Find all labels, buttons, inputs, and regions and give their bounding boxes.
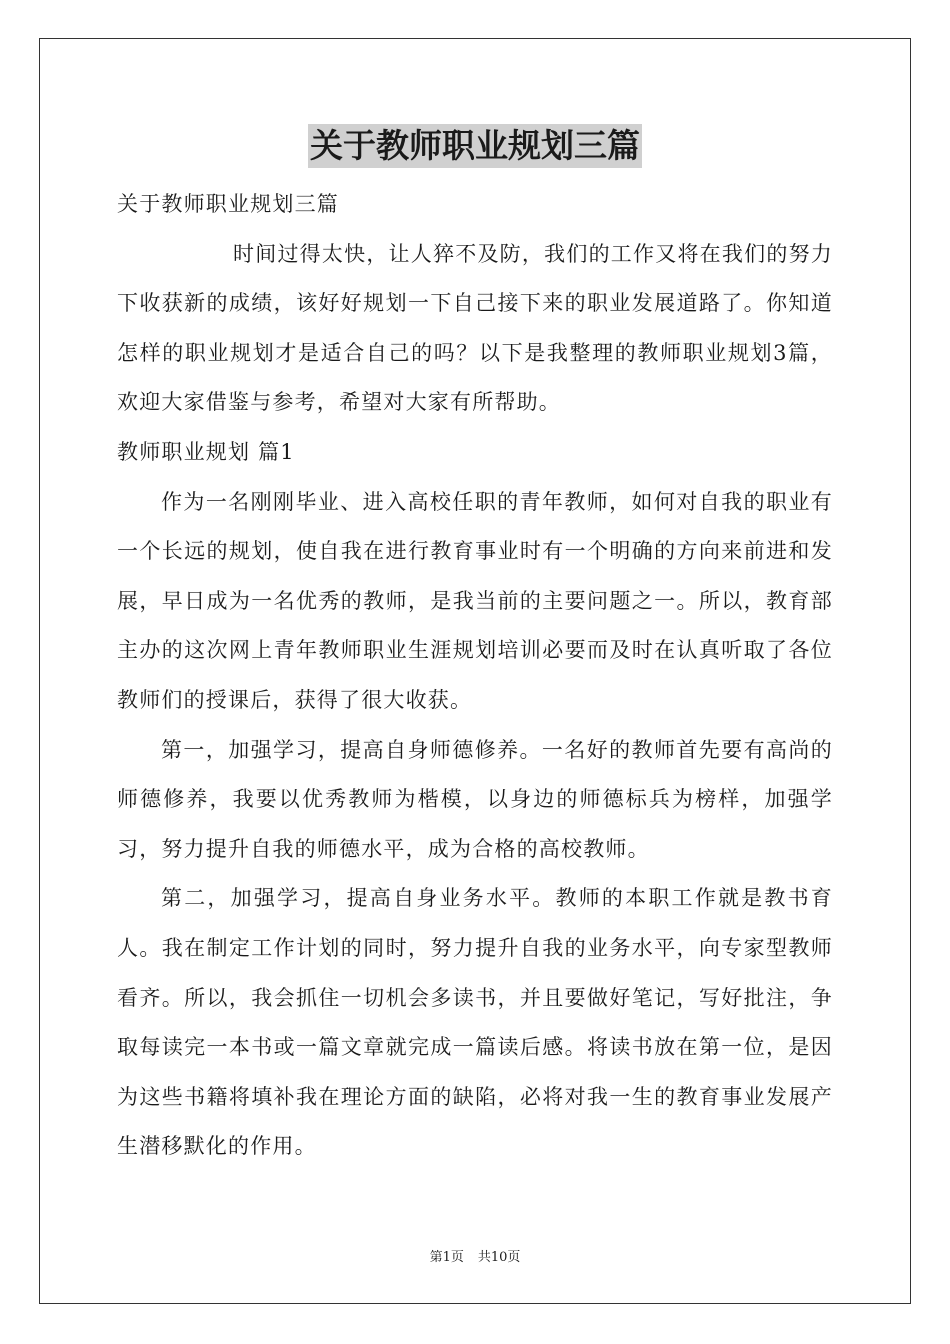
body-paragraph: 作为一名刚刚毕业、进入高校任职的青年教师，如何对自我的职业有一个长远的规划，使自我在进行教育事业时有一个明确的方向来前进和发展，早日成为一名优秀的教师，是我当前的主要问题之一。所以，教育部主办的这次网上青年教师职业生涯规划培训必要而及时在认真听取了各位教师们的授课后，获得了很大收获。 xyxy=(117,489,833,712)
intro-paragraph: 时间过得太快，让人猝不及防，我们的工作又将在我们的努力下收获新的成绩，该好好规划一下自己接下来的职业发展道路了。你知道怎样的职业规划才是适合自己的吗？以下是我整理的教师职业规划3篇，欢迎大家借鉴与参考，希望对大家有所帮助。 xyxy=(117,241,833,415)
page-number: 第1页 xyxy=(429,1250,464,1265)
title-container xyxy=(0,124,950,168)
document-title: 关于教师职业规划三篇 xyxy=(308,124,642,168)
page-total: 共10页 xyxy=(477,1250,521,1265)
document-body xyxy=(117,180,833,1172)
document-subtitle: 关于教师职业规划三篇 xyxy=(117,192,339,216)
body-paragraph: 第二，加强学习，提高自身业务水平。教师的本职工作就是教书育人。我在制定工作计划的同时，努力提升自我的业务水平，向专家型教师看齐。所以，我会抓住一切机会多读书，并且要做好笔记，写好批注，争取每读完一本书或一篇文章就完成一篇读后感。将读书放在第一位，是因为这些书籍将填补我在理论方面的缺陷，必将对我一生的教育事业发展产生潜移默化的作用。 xyxy=(117,886,833,1159)
page-footer xyxy=(0,1246,950,1265)
body-paragraph: 第一，加强学习，提高自身师德修养。一名好的教师首先要有高尚的师德修养，我要以优秀教师为楷模，以身边的师德标兵为榜样，加强学习，努力提升自我的师德水平，成为合格的高校教师。 xyxy=(117,737,833,861)
section-heading: 教师职业规划 篇1 xyxy=(117,439,295,464)
